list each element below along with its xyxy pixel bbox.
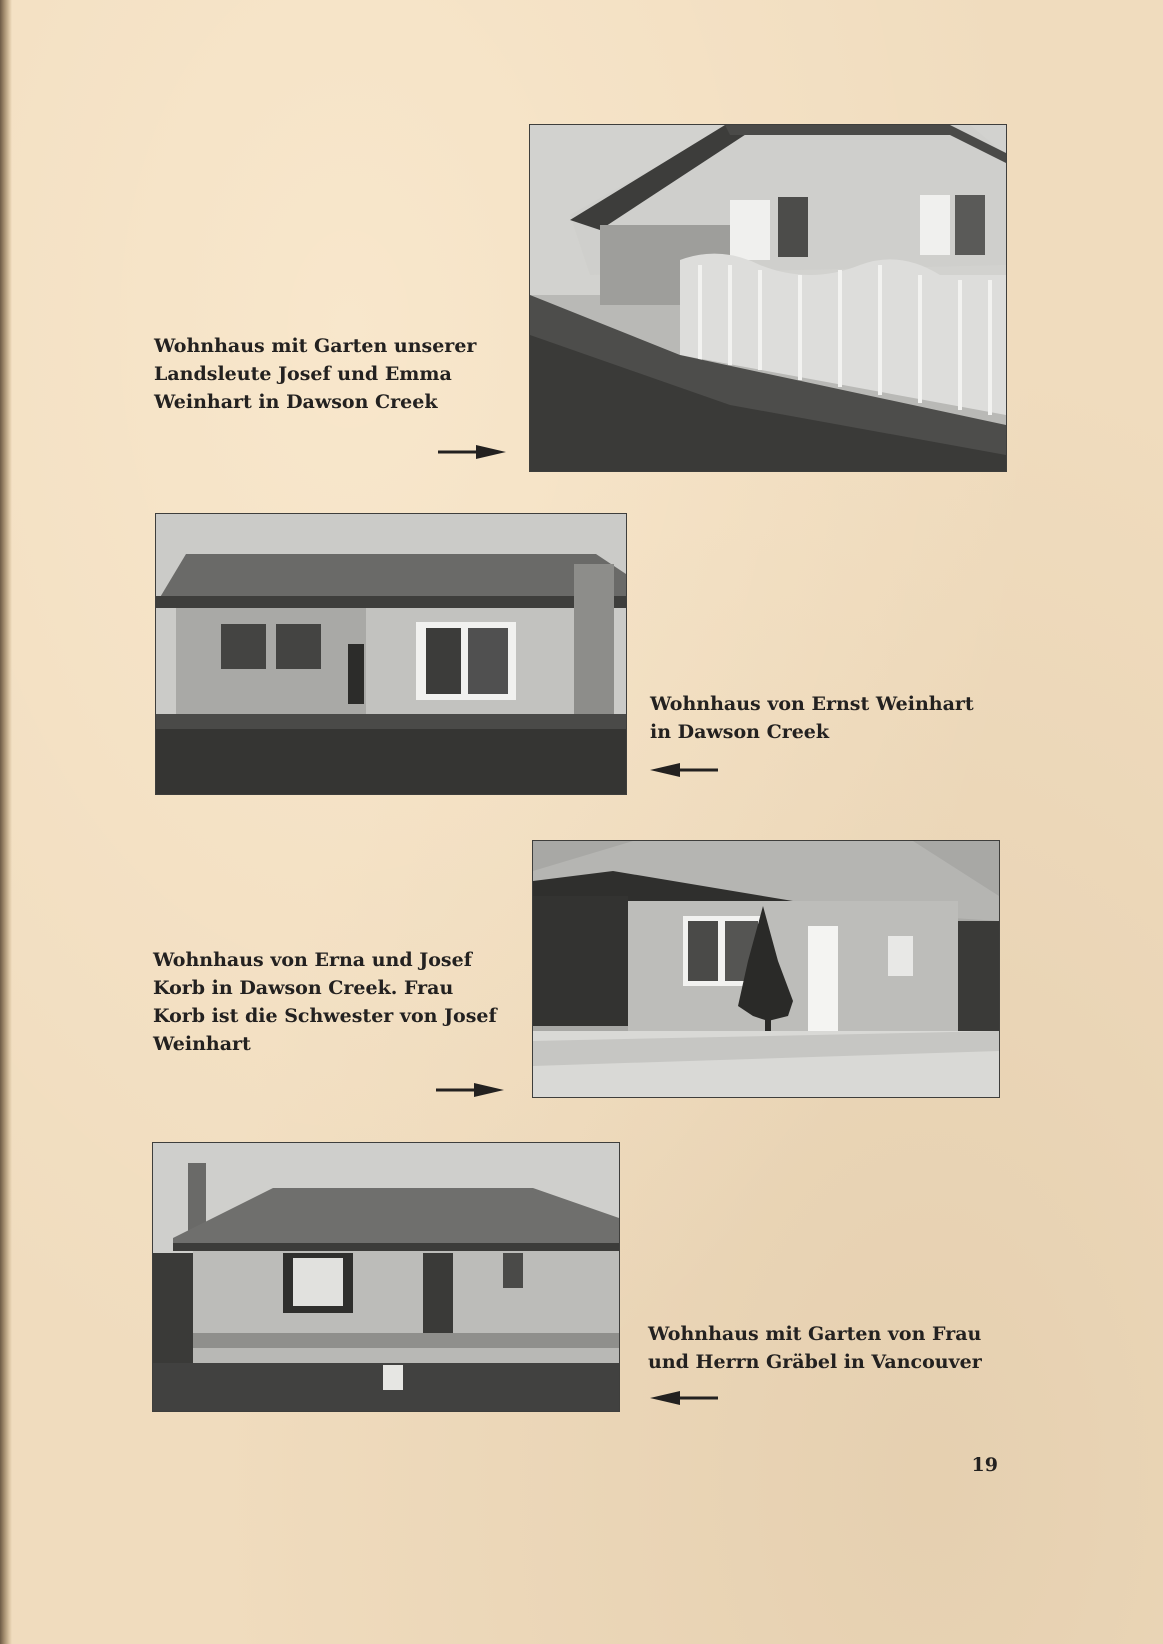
book-spine-shadow — [0, 0, 12, 1644]
caption-line: Landsleute Josef und Emma — [154, 363, 452, 385]
caption-line: in Dawson Creek — [650, 721, 830, 743]
house-photo-erna-josef-korb — [532, 840, 1000, 1098]
caption-graebel — [648, 1320, 982, 1376]
caption-erna-josef-korb — [153, 946, 497, 1058]
page-number: 19 — [971, 1454, 998, 1476]
caption-line: Weinhart in Dawson Creek — [154, 391, 438, 413]
caption-line: Weinhart — [153, 1033, 251, 1055]
caption-line: Wohnhaus von Erna und Josef — [153, 949, 472, 971]
house-photo-josef-emma-weinhart — [529, 124, 1007, 472]
caption-line: und Herrn Gräbel in Vancouver — [648, 1351, 982, 1373]
right-arrow-icon — [438, 442, 506, 462]
caption-line: Korb in Dawson Creek. Frau — [153, 977, 454, 999]
left-arrow-icon — [650, 1388, 718, 1408]
house-photo-graebel — [152, 1142, 620, 1412]
caption-line: Wohnhaus von Ernst Weinhart — [650, 693, 974, 715]
caption-line: Korb ist die Schwester von Josef — [153, 1005, 497, 1027]
caption-josef-emma-weinhart — [154, 332, 476, 416]
right-arrow-icon — [436, 1080, 504, 1100]
house-photo-ernst-weinhart — [155, 513, 627, 795]
caption-ernst-weinhart — [650, 690, 974, 746]
left-arrow-icon — [650, 760, 718, 780]
caption-line: Wohnhaus mit Garten unserer — [154, 335, 477, 357]
caption-line: Wohnhaus mit Garten von Frau — [648, 1323, 982, 1345]
